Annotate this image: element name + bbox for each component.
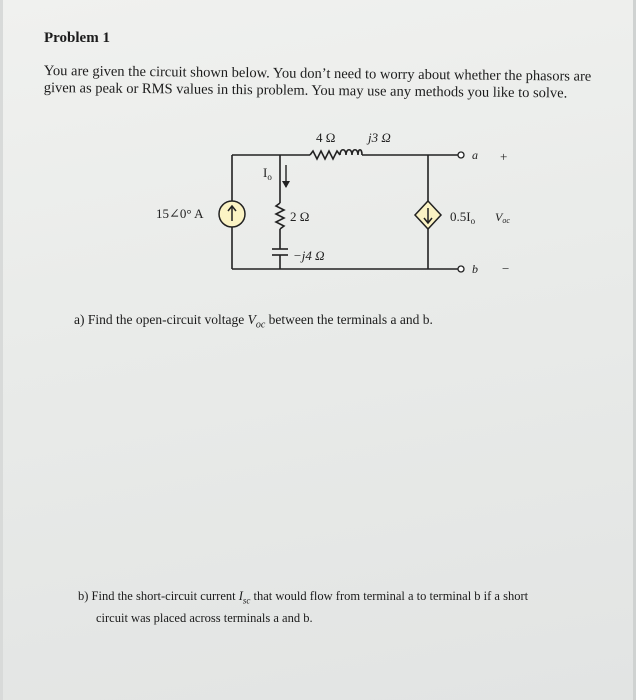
label-source: 15∠0° A: [156, 206, 204, 221]
label-4-ohm: 4 Ω: [316, 130, 336, 145]
inductor-j3: [340, 150, 362, 155]
label-voc: Voc: [495, 210, 510, 225]
question-a-var: V: [247, 312, 256, 327]
label-dependent-source: $0.5I_o$: [450, 209, 476, 226]
question-b-prefix: b) Find the short-circuit current: [78, 589, 239, 603]
question-a-sub: oc: [255, 319, 266, 331]
question-b-var: I: [238, 589, 243, 603]
label-minus: −: [502, 261, 510, 276]
terminal-b: [458, 266, 464, 272]
label-terminal-b: b: [472, 262, 478, 276]
question-b-line-2: circuit was placed across terminals a and b.: [96, 610, 313, 625]
label-2-ohm: 2 Ω: [290, 209, 310, 224]
question-a: [74, 312, 433, 331]
question-b: [78, 588, 598, 627]
question-b-suffix: that would flow from terminal a to terminal b if a short: [250, 589, 529, 603]
label-io: $I_o$: [263, 165, 272, 182]
intro-line-2: given as peak or RMS values in this problem. You may use any methods you like to solve.: [43, 79, 568, 102]
label-plus: +: [500, 149, 508, 164]
question-a-prefix: a) Find the open-circuit voltage: [74, 312, 248, 327]
label-j3-ohm: j3 Ω: [368, 130, 391, 145]
circuit-diagram: [150, 125, 530, 295]
terminal-a: [458, 152, 464, 158]
problem-intro: [44, 63, 624, 103]
question-b-sub: sc: [242, 595, 251, 606]
question-a-suffix: between the terminals a and b.: [265, 312, 433, 327]
label-minus-j4-ohm: −j4 Ω: [293, 248, 325, 263]
resistor-4-ohm: [310, 151, 340, 159]
label-terminal-a: a: [472, 148, 478, 162]
resistor-2-ohm: [276, 203, 284, 229]
io-arrowhead-icon: [282, 181, 290, 188]
page-edge: [0, 0, 3, 700]
problem-title: Problem 1: [44, 30, 110, 46]
intro-line-1: You are given the circuit shown below. You don’t need to worry about whether the phasors are: [43, 63, 592, 85]
